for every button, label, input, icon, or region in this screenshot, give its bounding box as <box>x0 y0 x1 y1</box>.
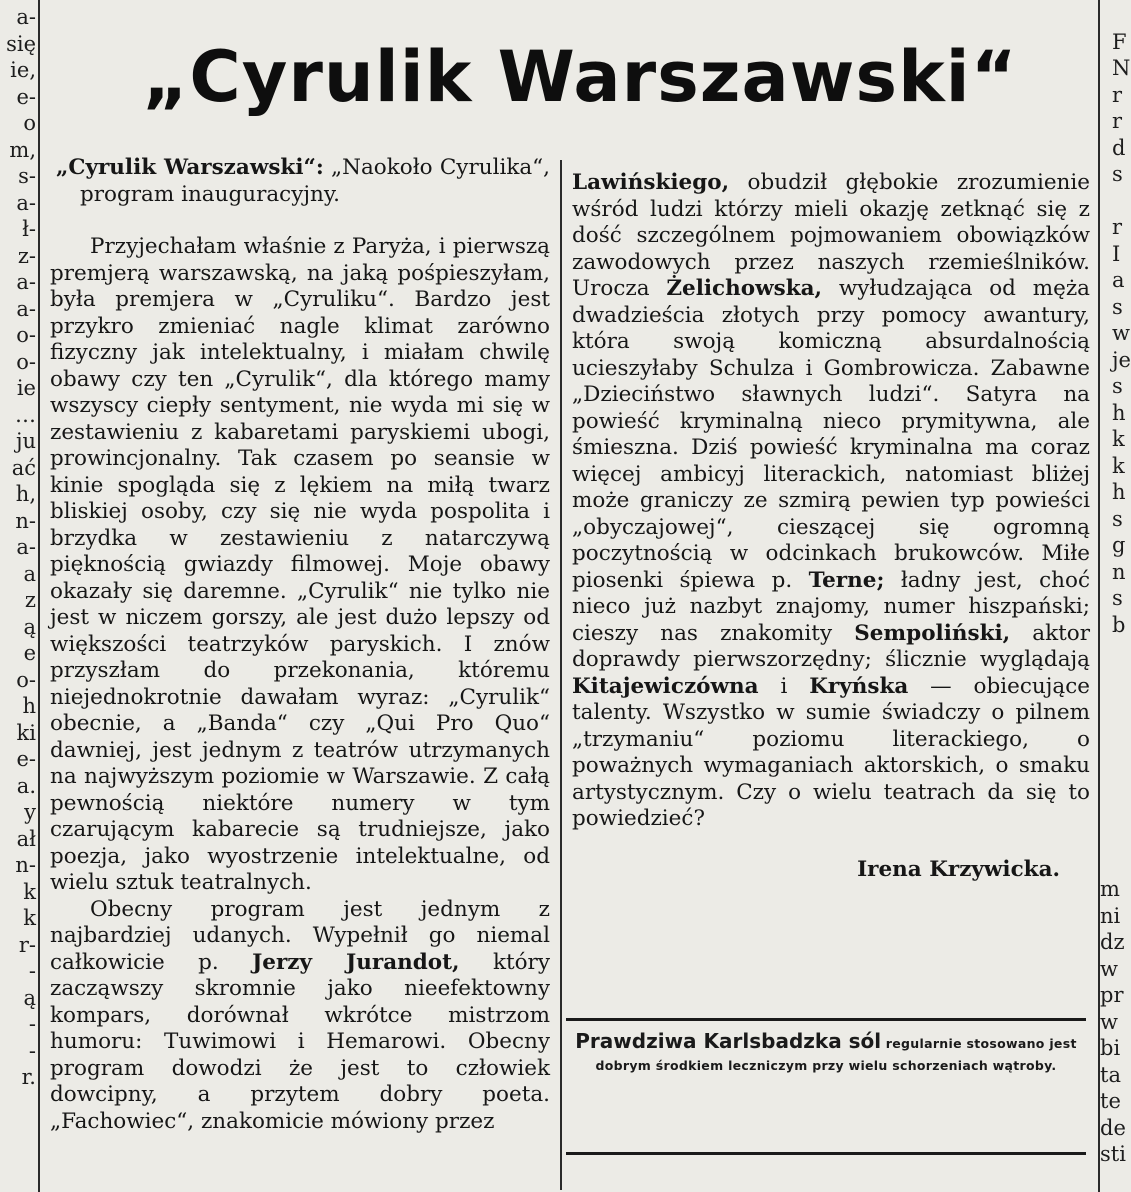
right-top-fragment-1: F <box>1112 29 1127 54</box>
ad-product-name: Prawdziwa Karlsbadzka sól <box>575 1029 882 1053</box>
right-bottom-fragment-10: sti <box>1100 1142 1126 1166</box>
right-top-fragment-11: s <box>1112 294 1123 319</box>
left-fragment-32: n- <box>15 853 36 877</box>
right-top-fragment-23: b <box>1112 612 1126 637</box>
ad-bottom-rule <box>566 1152 1086 1155</box>
right-bottom-fragment-8: te <box>1100 1089 1121 1113</box>
text-run: który zacząwszy skromnie jako nieefektowny kompars, dorównał wkrótce mistrzom humoru: Tuwimowi i Hemarowi. Obecny program dowodzi że jest to człowiek dowcipny, a przytem dobry poeta. „Fachowiec“, znakomicie mówiony przez <box>50 949 550 1134</box>
right-top-fragment-14: s <box>1112 374 1123 398</box>
left-fragment-14: ie <box>16 376 36 400</box>
left-fragment-26: h <box>22 694 36 718</box>
text-run: Obecny program jest jednym z najbardziej udanych. Wypełnił go niemal całkowicie p. <box>50 896 550 975</box>
left-fragment-6: s- <box>18 164 36 188</box>
right-bottom-fragment-9: de <box>1100 1115 1126 1140</box>
text-run: aktor doprawdy pierwszorzędny; ślicznie wyglądają <box>572 620 1090 672</box>
left-fragment-20: a- <box>16 535 36 559</box>
right-top-fragment-22: s <box>1112 586 1123 610</box>
right-top-fragment-12: w <box>1112 321 1130 345</box>
article-column-left <box>50 155 550 1135</box>
left-fragment-10: a- <box>16 270 36 294</box>
left-fragment-15: … <box>15 402 36 427</box>
article-headline: „Cyrulik Warszawski“ <box>142 36 1018 118</box>
left-fragment-34: k <box>23 906 36 930</box>
right-top-fragment-18: h <box>1112 480 1126 504</box>
left-fragment-29: a. <box>16 773 36 798</box>
right-bottom-fragment-6: bi <box>1100 1036 1121 1060</box>
left-fragment-18: h, <box>15 482 36 506</box>
name-krynska: Kryńska <box>809 673 909 699</box>
lead-title: „Cyrulik Warszawski“: <box>56 155 324 180</box>
left-fragment-13: o- <box>16 349 36 374</box>
left-fragment-3: e- <box>16 84 36 109</box>
left-fragment-19: n- <box>15 508 36 533</box>
lead-rest: „Naokoło Cyrulika“, program inauguracyjny. <box>80 155 550 207</box>
ad-top-rule <box>566 1018 1086 1021</box>
left-fragment-24: e <box>23 641 36 665</box>
text-run: — obiecujące talenty. Wszystko w sumie świadczy o pilnem „trzymaniu“ poziomu literackiego, o poważnych wymaganiach aktorskich, o smaku artystycznym. Czy o wielu teatrach da się to powiedzieć? <box>572 673 1090 831</box>
left-fragment-25: o- <box>16 667 36 692</box>
article-column-right <box>572 170 1090 883</box>
article-lead <box>50 155 550 208</box>
left-fragment-30: y <box>24 800 36 824</box>
name-sempolinski: Sempoliński, <box>854 620 1011 646</box>
left-fragment-40: r. <box>21 1065 36 1089</box>
right-margin-top-fragments <box>1112 2 1131 638</box>
left-fragment-11: a- <box>16 296 36 321</box>
left-fragment-31: ał <box>16 826 36 851</box>
left-fragment-12: o- <box>16 323 36 347</box>
article-paragraph-2-continued <box>572 170 1090 833</box>
right-bottom-fragment-0: m <box>1100 877 1120 901</box>
ad-text: regularnie stosowano jest dobrym środkiem leczniczym przy wielu schorzeniach wątroby. <box>595 1036 1077 1073</box>
right-bottom-fragment-5: w <box>1100 1009 1118 1034</box>
name-lawinski: Lawińskiego, <box>572 170 730 195</box>
right-top-fragment-6: s <box>1112 162 1123 186</box>
right-top-fragment-2: N <box>1112 56 1131 80</box>
right-top-fragment-19: s <box>1112 506 1123 531</box>
right-top-fragment-7 <box>1112 188 1128 215</box>
left-margin-fragments <box>0 4 36 1091</box>
left-fragment-17: ać <box>11 455 36 480</box>
name-kitajewiczowna: Kitajewiczówna <box>572 673 759 699</box>
left-fragment-38: - <box>28 1012 36 1036</box>
right-top-fragment-3: r <box>1112 82 1123 107</box>
right-top-fragment-10: a <box>1112 268 1125 292</box>
left-fragment-2: ie, <box>10 58 36 82</box>
right-top-fragment-17: k <box>1112 453 1125 478</box>
left-fragment-0: a- <box>16 5 36 29</box>
left-fragment-9: z- <box>17 243 36 268</box>
right-bottom-fragment-4: pr <box>1100 983 1124 1007</box>
left-fragment-4: o <box>23 111 36 135</box>
left-fragment-21: a <box>23 561 36 586</box>
text-run: i <box>758 673 810 699</box>
karlsbad-salt-ad <box>566 1030 1086 1077</box>
left-fragment-33: k <box>23 879 36 904</box>
right-bottom-fragment-2: dz <box>1100 930 1125 954</box>
right-bottom-fragment-7: ta <box>1100 1062 1121 1087</box>
name-jurandot: Jerzy Jurandot, <box>252 949 460 975</box>
left-fragment-23: ą <box>23 614 36 639</box>
right-top-fragment-15: h <box>1112 400 1126 425</box>
right-top-fragment-8: r <box>1112 215 1123 239</box>
text-run: obudził głębokie zrozumienie wśród ludzi którzy mieli okazję zetknąć się z dość szczególnem pojmowaniem obowiązków zawodowych przez naszych rzemieślników. Urocza <box>572 170 1090 301</box>
left-fragment-36: - <box>28 959 36 983</box>
text-run: ładny jest, choć nieco już nazbyt znajomy, numer hiszpański; cieszy nas znakomity <box>572 567 1090 646</box>
left-fragment-28: e- <box>16 747 36 771</box>
article-paragraph-2-start <box>50 897 550 1136</box>
right-bottom-fragment-1: ni <box>1100 903 1121 928</box>
article-paragraph-1: Przyjechałam właśnie z Paryża, i pierwszą premjerą warszawską, na jaką pośpieszyłam, była premjera w „Cyruliku“. Bardzo jest przykro zmieniać nagle klimat zarówno fizyczny jak intelektualny, i miałam chwilę obawy czy ten „Cyrulik“, dla którego mamy wszyscy ciepły sentyment, nie wyda mi się w zestawieniu z kabaretami paryskiemi ubogi, prowincjonalny. Tak czasem po seansie w kinie spogląda się z lękiem na miłą twarz bliskiej osoby, czy się nie wyda pospolita i brzydka w zestawieniu z natarczywą pięknością gwiazdy filmowej. Moje obawy okazały się daremne. „Cyrulik“ nie tylko nie jest w niczem gorszy, ale jest dużo lepszy od większości teatrzyków paryskich. I znów przyszłam do przekonania, któremu niejednokrotnie dawałam wyraz: „Cyrulik“ obecnie, a „Banda“ czy „Qui Pro Quo“ dawniej, jest jednym z teatrów utrzymanych na najwyższym poziomie w Warszawie. Z całą pewnością niektóre numery w tym czarującym kabarecie są trudniejsze, jako poezja, jako wyostrzenie intelektualne, od wielu sztuk teatralnych. <box>50 234 550 895</box>
left-fragment-35: r- <box>18 932 36 957</box>
left-fragment-1: się <box>6 31 36 56</box>
center-column-rule <box>560 160 562 1190</box>
right-bottom-fragment-3: w <box>1100 956 1118 981</box>
name-zelichowska: Żelichowska, <box>666 276 823 301</box>
right-top-fragment-21: n <box>1112 559 1126 584</box>
right-top-fragment-16: k <box>1112 427 1125 451</box>
left-fragment-5: m, <box>9 137 36 162</box>
left-fragment-27: ki <box>16 720 36 745</box>
right-top-fragment-0 <box>1112 2 1128 29</box>
right-top-fragment-4: r <box>1112 109 1123 133</box>
right-top-fragment-9: I <box>1112 241 1121 266</box>
left-fragment-22: z <box>24 588 36 612</box>
name-terne: Terne; <box>808 567 885 593</box>
right-top-fragment-20: g <box>1112 533 1126 557</box>
left-fragment-7: a- <box>16 190 36 215</box>
right-margin-bottom-fragments <box>1100 876 1128 1168</box>
left-fragment-8: ł- <box>22 217 36 241</box>
author-signature: Irena Krzywicka. <box>857 856 1060 882</box>
left-fragment-16: ju <box>15 429 36 453</box>
text-run: wyłudzająca od męża dwadzieścia złotych przy pomocy awantury, która swoją komiczną absurdalnością ucieszyłaby Schulza i Gombrowicza. Zabawne „Dzieciństwo sławnych ludzi“. Satyra na powieść kryminalną nieco prymitywna, ale śmieszna. Dziś powieść kryminalna ma coraz więcej ambicyj literackich, natomiast bliżej może graniczy ze szmirą pewien typ powieści „obyczajowej“, cieszącej się ogromną poczytnością w odcinkach brukowców. Miłe piosenki śpiewa p. <box>572 276 1090 593</box>
left-fragment-37: ą <box>23 985 36 1010</box>
right-column-rule <box>1098 0 1100 1192</box>
right-top-fragment-5: d <box>1112 135 1126 160</box>
right-top-fragment-13: je <box>1112 347 1131 372</box>
left-column-rule <box>38 0 40 1192</box>
left-fragment-39: - <box>28 1038 36 1063</box>
